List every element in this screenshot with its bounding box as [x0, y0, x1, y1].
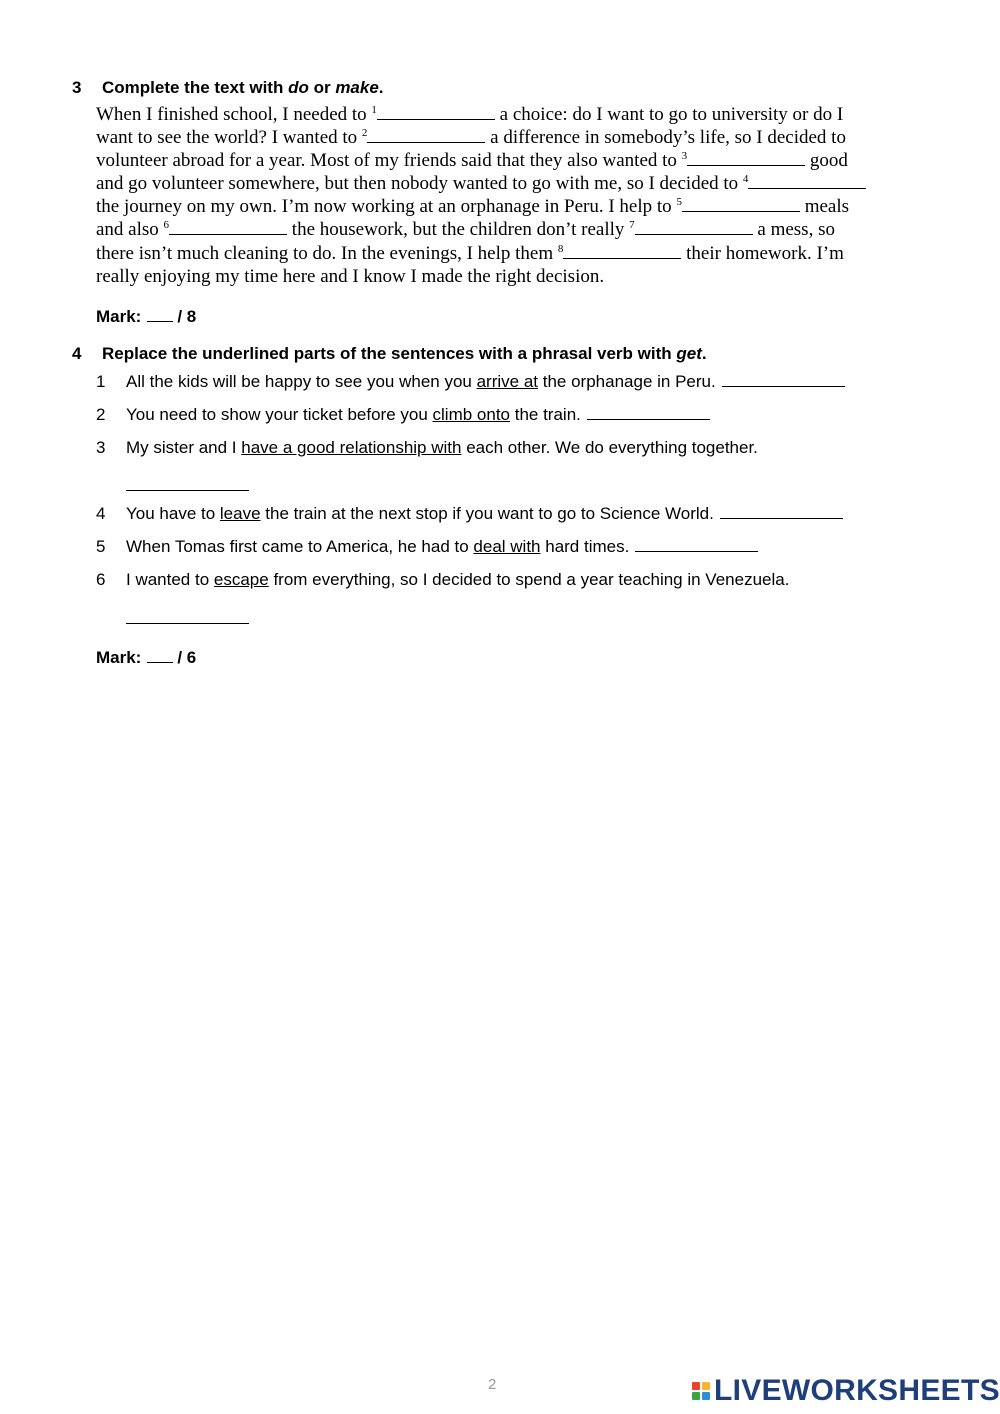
passage-text: a difference in somebody’s life, so I decided to	[485, 127, 846, 149]
list-item	[96, 405, 710, 425]
gap-number-1: 1	[371, 104, 377, 116]
exercise-3-number: 3	[72, 78, 82, 97]
exercise-3-passage	[96, 103, 916, 288]
exercise-3-heading	[72, 78, 384, 98]
passage-text: a choice: do I want to go to university or do I	[494, 104, 844, 125]
item-text: the train.	[510, 405, 581, 424]
passage-line-4	[96, 172, 916, 195]
list-item	[96, 504, 843, 524]
gap-number-7: 7	[629, 219, 635, 232]
mark-label: Mark:	[96, 307, 142, 326]
item-number: 3	[96, 438, 106, 457]
answer-blank-6[interactable]	[126, 622, 249, 624]
logo-text: LIVEWORKSHEETS	[714, 1374, 1000, 1407]
underlined-phrase: escape	[213, 570, 269, 589]
gap-number-3: 3	[681, 150, 688, 163]
item-number: 2	[96, 405, 106, 424]
exercise-4-title-period: .	[701, 344, 707, 363]
item-number: 4	[96, 504, 106, 523]
exercise-3-title: Complete the text with	[102, 78, 289, 97]
exercise-4-heading	[72, 344, 707, 364]
gap-1-blank[interactable]	[377, 104, 495, 120]
passage-text: volunteer abroad for a year. Most of my friends said that they also wanted to	[96, 150, 682, 172]
liveworksheets-logo[interactable]	[692, 1374, 1000, 1408]
gap-8-blank[interactable]	[563, 243, 681, 259]
liveworksheets-logo-icon	[692, 1382, 710, 1400]
logo-square-red	[692, 1382, 700, 1390]
mark-score-blank[interactable]	[147, 307, 173, 322]
item-text: My sister and I	[126, 438, 242, 457]
list-item	[96, 570, 789, 590]
underlined-phrase: have a good relationship with	[241, 438, 462, 457]
exercise-3-title-do: do	[288, 78, 309, 97]
logo-square-yellow	[702, 1382, 710, 1390]
answer-blank-3[interactable]	[126, 489, 249, 491]
passage-text: there isn’t much cleaning to do. In the evenings, I help them	[96, 242, 558, 264]
list-item	[96, 537, 758, 557]
answer-blank-4[interactable]	[720, 504, 843, 519]
passage-line-6	[96, 218, 916, 241]
item-text: You have to	[126, 504, 220, 523]
underlined-phrase: arrive at	[476, 372, 539, 391]
gap-number-2: 2	[361, 127, 368, 140]
answer-blank-5[interactable]	[635, 537, 758, 552]
passage-text: a mess, so	[752, 219, 835, 241]
item-text: I wanted to	[126, 570, 214, 589]
underlined-phrase: climb onto	[432, 405, 510, 424]
mark-score-blank[interactable]	[147, 648, 173, 663]
passage-text: When I finished school, I needed to	[96, 104, 372, 125]
item-number: 1	[96, 372, 106, 391]
passage-line-2	[96, 126, 916, 149]
passage-line-3	[96, 149, 916, 172]
exercise-3-title-or: or	[308, 78, 336, 97]
item-text: You need to show your ticket before you	[126, 405, 433, 424]
passage-text: the journey on my own. I’m now working at an orphanage in Peru. I help to	[96, 196, 677, 218]
answer-blank-2[interactable]	[587, 405, 710, 420]
exercise-3-title-make: make	[335, 78, 379, 97]
exercise-3-title-period: .	[378, 78, 384, 97]
exercise-3-mark	[96, 307, 196, 327]
gap-number-6: 6	[163, 219, 170, 232]
passage-text: the housework, but the children don’t really	[287, 219, 630, 241]
item-number: 6	[96, 570, 106, 589]
answer-blank-1[interactable]	[722, 372, 845, 387]
item-text: the train at the next stop if you want to go to Science World.	[260, 504, 714, 523]
passage-line-1	[96, 103, 916, 126]
page-number: 2	[488, 1376, 497, 1393]
underlined-phrase: leave	[219, 504, 261, 523]
passage-text: and go volunteer somewhere, but then nobody wanted to go with me, so I decided to	[96, 173, 743, 195]
logo-square-blue	[702, 1392, 710, 1400]
item-text: each other. We do everything together.	[461, 438, 758, 457]
gap-number-4: 4	[742, 173, 749, 186]
passage-line-7	[96, 242, 916, 265]
item-text: from everything, so I decided to spend a year teaching in Venezuela.	[268, 570, 790, 589]
exercise-4-title-get: get	[676, 344, 702, 363]
passage-line-5	[96, 195, 916, 218]
gap-6-blank[interactable]	[169, 219, 287, 235]
list-item	[96, 372, 845, 392]
exercise-4-number: 4	[72, 344, 82, 363]
gap-number-5: 5	[676, 196, 682, 209]
gap-4-blank[interactable]	[748, 173, 866, 189]
gap-number-8: 8	[557, 242, 564, 255]
mark-total: / 6	[177, 648, 197, 667]
gap-3-blank[interactable]	[687, 150, 805, 166]
passage-text: good	[805, 150, 848, 172]
mark-total: / 8	[177, 307, 197, 326]
item-number: 5	[96, 537, 106, 556]
passage-text: really enjoying my time here and I know I made the right decision.	[96, 265, 605, 287]
gap-7-blank[interactable]	[635, 219, 753, 235]
gap-2-blank[interactable]	[367, 127, 485, 143]
item-text: the orphanage in Peru.	[538, 372, 716, 391]
passage-text: want to see the world? I wanted to	[96, 127, 362, 149]
item-text: All the kids will be happy to see you when you	[126, 372, 477, 391]
list-item	[96, 438, 758, 458]
logo-square-green	[692, 1392, 700, 1400]
exercise-4-title: Replace the underlined parts of the sentences with a phrasal verb with	[102, 344, 677, 363]
mark-label: Mark:	[96, 648, 142, 667]
gap-5-blank[interactable]	[682, 196, 800, 212]
passage-line-8	[96, 265, 916, 288]
item-text: When Tomas first came to America, he had to	[126, 537, 474, 556]
passage-text: meals	[799, 196, 850, 218]
exercise-4-mark	[96, 648, 196, 668]
underlined-phrase: deal with	[473, 537, 541, 556]
item-text: hard times.	[540, 537, 630, 556]
passage-text: their homework. I’m	[681, 242, 844, 264]
passage-text: and also	[96, 219, 164, 241]
